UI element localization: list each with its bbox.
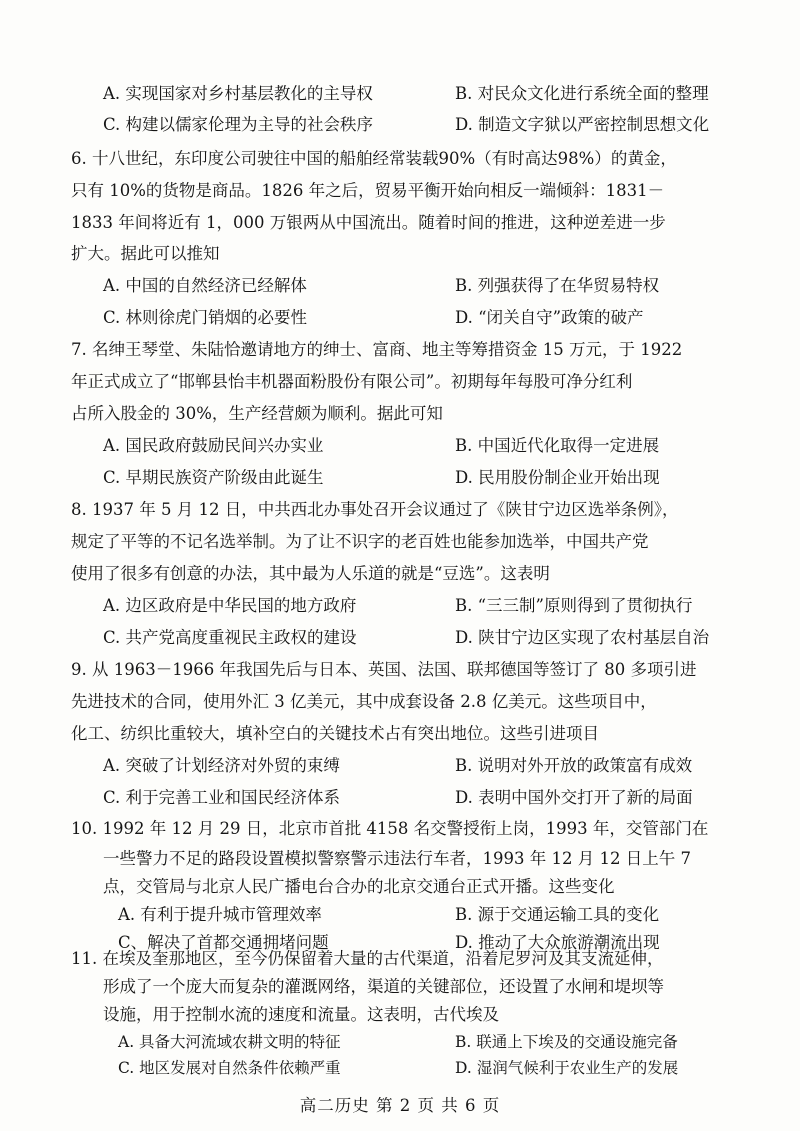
q11-stem-line-1: 11. 在埃及奎那地区，至今仍保留着大量的古代渠道，沿着尼罗河及其支流延伸， [71,949,664,968]
q5-option-d: D. 制造文字狱以严密控制思想文化 [455,115,710,134]
q8-stem-line-2: 规定了平等的不记名选举制。为了让不识字的老百姓也能参加选举，中国共产党 [71,532,649,551]
q10-stem-line-3: 点，交管局与北京人民广播电台合办的北京交通台正式开播。这些变化 [103,877,615,896]
q6-option-a: A. 中国的自然经济已经解体 [103,276,307,295]
q5-option-b: B. 对民众文化进行系统全面的整理 [455,84,709,103]
q7-stem-line-2: 年正式成立了“邯郸县怡丰机器面粉股份有限公司”。初期每年每股可净分红利 [71,372,633,391]
q9-option-b: B. 说明对外开放的政策富有成效 [455,756,693,775]
q6-stem-line-4: 扩大。据此可以推知 [71,244,220,263]
q8-option-d: D. 陕甘宁边区实现了农村基层自治 [455,628,710,647]
q11-stem-line-3: 设施，用于控制水流的速度和流量。这表明，古代埃及 [103,1005,499,1024]
q9-option-c: C. 利于完善工业和国民经济体系 [103,788,341,807]
q11-stem-line-2: 形成了一个庞大而复杂的灌溉网络，渠道的关键部位，还设置了水闸和堤坝等 [103,977,664,996]
q5-option-a: A. 实现国家对乡村基层教化的主导权 [103,84,373,103]
q10-stem-line-1: 10. 1992 年 12 月 29 日，北京市首批 4158 名交警授衔上岗，1993 年，交管部门在 [71,819,709,838]
q6-stem-line-2: 只有 10%的货物是商品。1826 年之后，贸易平衡开始向相反一端倾斜：1831－ [71,181,665,200]
q11-option-a: A. 具备大河流域农耕文明的特征 [118,1033,341,1051]
q8-stem-line-1: 8. 1937 年 5 月 12 日，中共西北办事处召开会议通过了《陕甘宁边区选举条例》， [71,500,679,519]
q11-option-d: D. 湿润气候利于农业生产的发展 [455,1059,679,1077]
q6-stem-line-1: 6. 十八世纪，东印度公司驶往中国的船舶经常装载90%（有时高达98%）的黄金， [71,149,677,168]
q11-option-b: B. 联通上下埃及的交通设施完备 [455,1033,678,1051]
q9-stem-line-1: 9. 从 1963－1966 年我国先后与日本、英国、法国、联邦德国等签订了 80 多项引进 [71,660,697,679]
page-footer: 高二历史 第 2 页 共 6 页 [299,1096,501,1115]
q10-option-d: D. 推动了大众旅游潮流出现 [455,933,660,952]
q7-stem-line-3: 占所入股金的 30%，生产经营颇为顺利。据此可知 [71,404,443,423]
q9-stem-line-2: 先进技术的合同，使用外汇 3 亿美元，其中成套设备 2.8 亿美元。这些项目中， [71,692,657,711]
q6-option-c: C. 林则徐虎门销烟的必要性 [103,308,308,327]
q6-stem-line-3: 1833 年间将近有 1，000 万银两从中国流出。随着时间的推进，这种逆差进一步 [71,213,666,232]
q8-option-c: C. 共产党高度重视民主政权的建设 [103,628,357,647]
q7-option-c: C. 早期民族资产阶级由此诞生 [103,468,324,487]
q5-option-c: C. 构建以儒家伦理为主导的社会秩序 [103,115,374,134]
q10-option-a: A. 有利于提升城市管理效率 [118,905,322,924]
q8-option-b: B. “三三制”原则得到了贯彻执行 [455,596,693,615]
q9-option-a: A. 突破了计划经济对外贸的束缚 [103,756,340,775]
q10-stem-line-2: 一些警力不足的路段设置模拟警察警示违法行车者，1993 年 12 月 12 日上午 7 [103,849,691,868]
q7-option-b: B. 中国近代化取得一定进展 [455,436,660,455]
q8-stem-line-3: 使用了很多有创意的办法，其中最为人乐道的就是“豆选”。这表明 [71,564,550,583]
q6-option-d: D. “闭关自守”政策的破产 [455,308,644,327]
q7-stem-line-1: 7. 名绅王琴堂、朱陆恰邀请地方的绅士、富商、地主等筹措资金 15 万元，于 1922 [71,340,683,359]
q9-option-d: D. 表明中国外交打开了新的局面 [455,788,693,807]
q10-option-c: C、解决了首都交通拥堵问题 [118,933,329,952]
q6-option-b: B. 列强获得了在华贸易特权 [455,276,660,295]
q7-option-d: D. 民用股份制企业开始出现 [455,468,660,487]
q11-option-c: C. 地区发展对自然条件依赖严重 [118,1059,341,1077]
q7-option-a: A. 国民政府鼓励民间兴办实业 [103,436,324,455]
q10-option-b: B. 源于交通运输工具的变化 [455,905,660,924]
q8-option-a: A. 边区政府是中华民国的地方政府 [103,596,357,615]
q9-stem-line-3: 化工、纺织比重较大，填补空白的关键技术占有突出地位。这些引进项目 [71,724,599,743]
